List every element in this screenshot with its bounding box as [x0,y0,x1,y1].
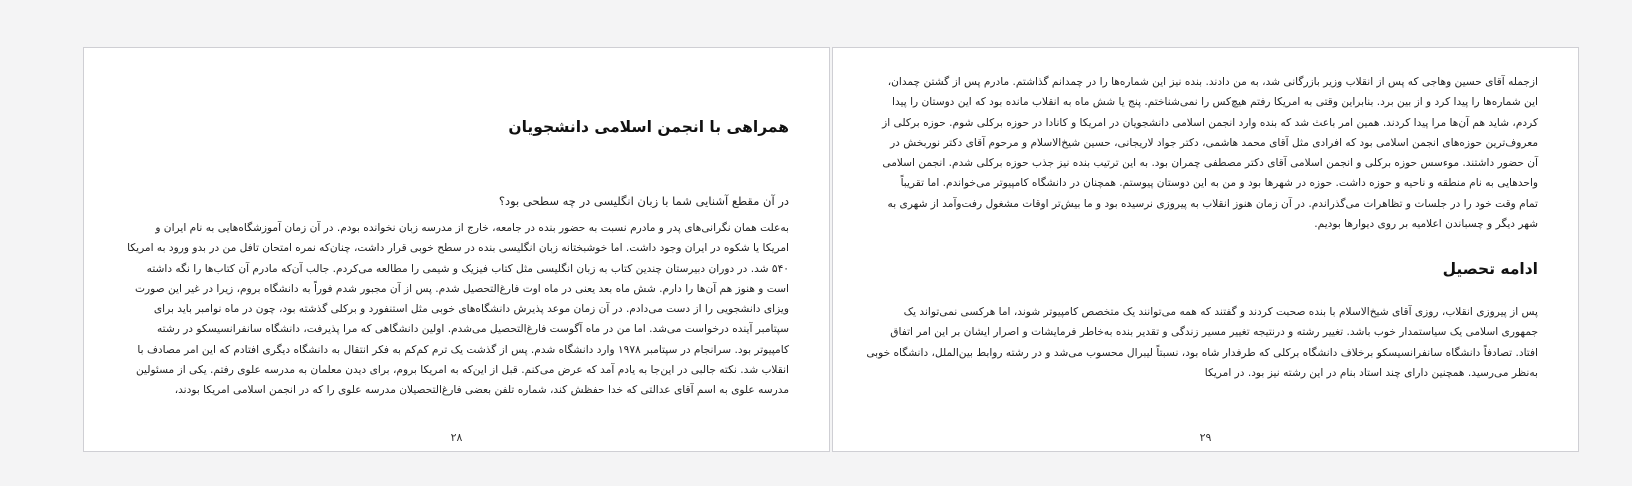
body-paragraph [866,302,1538,383]
page-number: ۲۹ [1199,431,1212,444]
page-right [832,47,1579,452]
paragraph-line: است و هنوز هم آن‌ها را دارم. شش ماه بعد یعنی در ماه اوت فارغ‌التحصیل شدم. پس از آن مجبور شدم فوراً به دانشگاه بروم، زیرا در غیر این صورت [135,282,789,295]
paragraph-line: افتاد. تصادفاً دانشگاه سانفرانسیسکو برخلاف دانشگاه برکلی که طرفدار شاه بود، نسبتاً لیبرال محسوب می‌شد و در رشته روابط بین‌الملل، دانشگاه خوبی [866,346,1538,359]
paragraph-line: انقلاب شد. نکته جالبی در این‌جا به یادم آمد که عرض می‌کنم. قبل از این‌که به امریکا بروم، برای دیدن معلمان به مدرسه علوی رفتم. یکی از مسئولین [135,364,789,377]
paragraph-line: جمهوری اسلامی یک سیاستمدار خوب باشد. تغییر رشته و درنتیجه تغییر مسیر زندگی و تقدیر بنده به‌خاطر فرمایشات و اصرار ایشان بر این امر اتفاق [890,326,1538,339]
paragraph-line: معروف‌ترین حوزه‌های انجمن اسلامی بود که افرادی مثل آقای محمد هاشمی، دکتر جواد لاریجانی، حسین شیخ‌الاسلام و مرحوم آقای دکتر نوربخش در [890,136,1538,149]
paragraph-line: این شماره‌ها را پیدا کرد و از بین برد. بنابراین وقتی به امریکا رفتم هیچ‌کس را نمی‌شناختم. پنج یا شش ماه به انقلاب مانده بود که این دوستان را پیدا [892,96,1538,109]
paragraph-line: به‌علت همان نگرانی‌های پدر و مادرم نسبت به حضور بنده در جامعه، خارج از مدرسه زبان نخوانده بودم. در آن زمان آموزشگاه‌هایی به نام ایران و [155,222,789,234]
paragraph-line: شهر دیگر و چسباندن اعلامیه بر روی دیوارها بودیم. [1314,218,1538,231]
paragraph-line: ویزای دانشجویی را از دست می‌دادم. در آن زمان موعد پذیرش دانشگاه‌های خوبی مثل استنفورد و برکلی گذشته بود، چون در ماه نوامبر باید برای [153,303,789,316]
section-heading: همراهی با انجمن اسلامی دانشجویان [508,118,789,136]
paragraph-line: کامپیوتر بود. سرانجام در سپتامبر ۱۹۷۸ وارد دانشگاه شدم. پس از گذشت یک ترم کم‌کم به فکر انتقال به دانشگاه دیگری افتادم که این امر مصادف با [137,343,789,356]
interview-question: در آن مقطع آشنایی شما با زبان انگلیسی در چه سطحی بود؟ [498,194,789,208]
paragraph-line: امریکا یا شکوه در ایران وجود داشت. اما خوشبختانه زبان انگلیسی بنده در سطح خوبی قرار داشت، چنان‌که نمره امتحان تافل من در بدو ورود به امریکا [127,242,789,255]
paragraph-line: ازجمله آقای حسین وهاجی که پس از انقلاب وزیر بازرگانی شد، به من دادند. بنده نیز این شماره‌ها را در چمدانم گذاشتم. مادرم پس از گشتن چمدان، [887,76,1538,88]
paragraph-line: پس از پیروزی انقلاب، روزی آقای شیخ‌الاسلام با بنده صحبت کردند و گفتند که همه می‌توانند یک متخصص کامپیوتر شوند، اما هرکسی نمی‌تواند یک [903,306,1538,318]
paragraph-line: ۵۴۰ شد. در دوران دبیرستان چندین کتاب به زبان انگلیسی مثل کتاب فیزیک و شیمی را مطالعه می‌کردم. جالب آن‌که مادرم آن کتاب‌ها را نگه داشته [146,262,789,275]
section-heading: ادامه تحصیل [1442,260,1538,278]
page-left [83,47,830,452]
paragraph-line: واحدهایی به نام منطقه و ناحیه و حوزه داشت. حوزه در شهرها بود و من به این دوستان پیوستم. همچنان در دانشگاه کامپیوتر می‌خواندم. اما تقریباً [900,177,1538,190]
paragraph-line: تمام وقت خود را در جلسات و تظاهرات می‌گذراندم. در آن زمان هنوز انقلاب به پیروزی نرسیده بود و ما بیش‌تر اوقات مشغول رفت‌وآمد از شهری به [887,197,1538,210]
page-number: ۲۸ [450,431,463,444]
paragraph-line: کردم، شاید هم آن‌ها مرا پیدا کردند. همین امر باعث شد که بنده وارد انجمن اسلامی دانشجویان در امریکا و کانادا در حوزه برکلی شوم. حوزه برکلی از [882,116,1538,129]
paragraph-line: به‌نظر می‌رسید. همچنین دارای چند استاد بنام در این رشته نیز بود. در امریکا [1204,366,1538,379]
body-paragraph [127,218,789,401]
paragraph-line: آن حضور داشتند. موءسس حوزه برکلی و انجمن اسلامی آقای دکتر مصطفی چمران بود. به این ترتیب بنده نیز جذب حوزه برکلی شدم. انجمن اسلامی [882,157,1538,170]
paragraph-line: مدرسه علوی به اسم آقای عدالتی که خدا حفظش کند، شماره تلفن بعضی فارغ‌التحصیلان مدرسه علوی را که در انجمن اسلامی امریکا بودند، [174,384,789,397]
paragraph-line: سپتامبر آینده درخواست می‌شد. اما من در ماه آگوست فارغ‌التحصیل می‌شدم. اولین دانشگاهی که مرا پذیرفت، دانشگاه سانفرانسیسکو در رشته [156,323,789,336]
body-paragraph [882,72,1538,234]
